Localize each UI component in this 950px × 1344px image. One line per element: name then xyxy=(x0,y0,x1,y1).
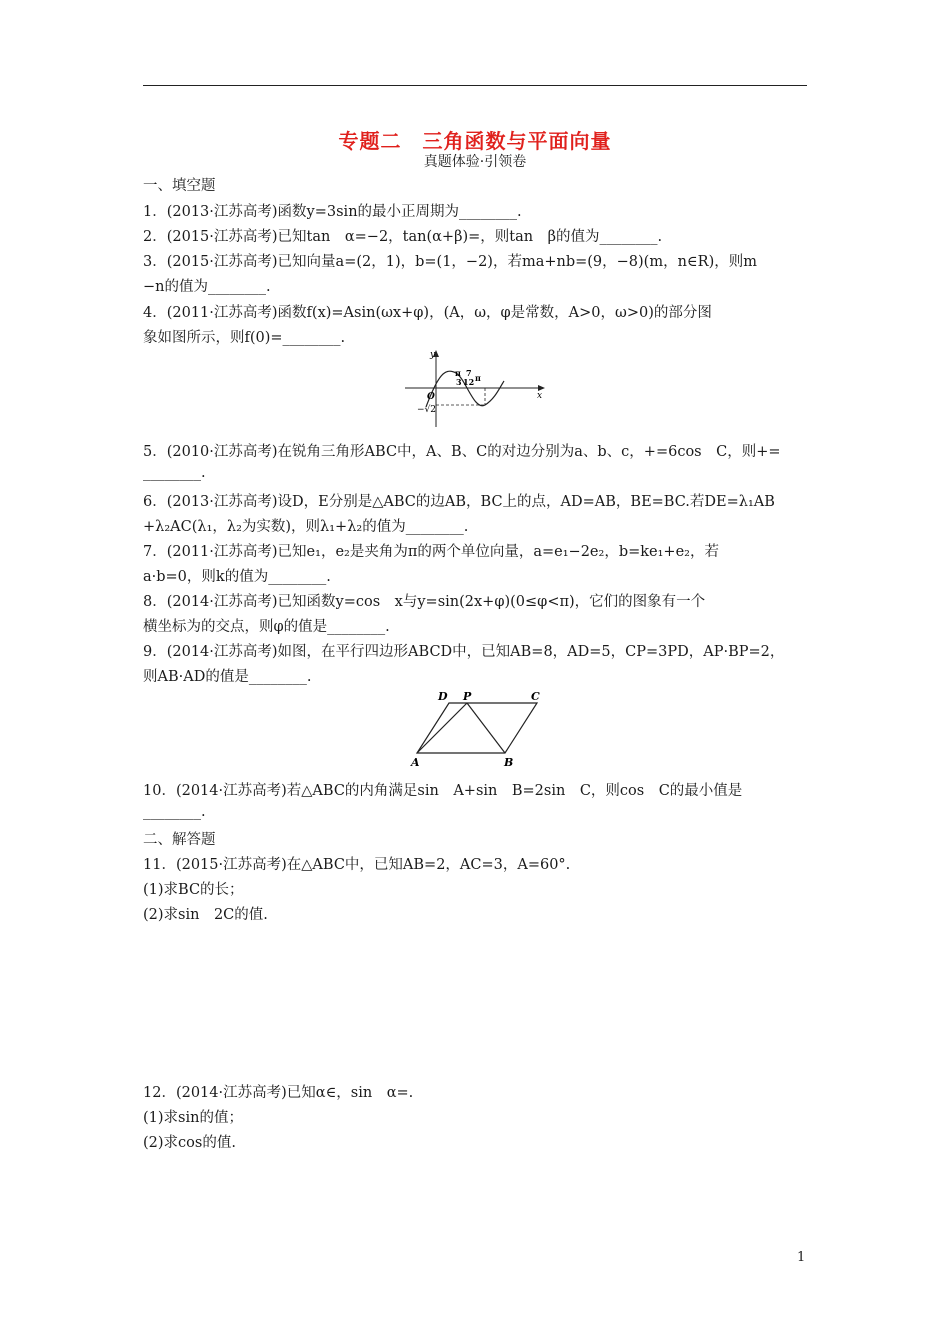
question-line: 5．(2010·江苏高考)在锐角三角形ABC中，A、B、C的对边分别为a、b、c，+=6cos C，则+= xyxy=(143,444,781,460)
question-line: 2．(2015·江苏高考)已知tan α=−2，tan(α+β)=，则tan β的值为________. xyxy=(143,229,663,245)
fig9-label-B: B xyxy=(504,756,514,769)
question-11-line: 11．(2015·江苏高考)在△ABC中，已知AB=2，AC=3，A=60°. xyxy=(143,857,571,873)
question-12-part-1: (1)求sin的值； xyxy=(143,1110,243,1126)
fig4-y-label: y xyxy=(430,350,436,360)
fig4-origin-label: O xyxy=(427,392,435,402)
question-line: 横坐标为的交点，则φ的值是________. xyxy=(143,619,390,635)
question-line: 10．(2014·江苏高考)若△ABC的内角满足sin A+sin B=2sin C，则cos C的最小值是 xyxy=(143,783,743,799)
fig9-label-D: D xyxy=(438,690,448,703)
question-line: +λ₂AC(λ₁，λ₂为实数)，则λ₁+λ₂的值为________. xyxy=(143,519,469,535)
fig4-pi-over-3-num: π xyxy=(455,368,461,378)
question-11-part-1: (1)求BC的长； xyxy=(143,882,244,898)
question-line: ________. xyxy=(143,465,206,481)
fig9-label-A: A xyxy=(411,756,420,769)
question-line: 象如图所示，则f(0)=________. xyxy=(143,330,346,346)
fig4-7-num: 7 xyxy=(466,368,472,378)
sine-graph-figure xyxy=(400,345,550,430)
fig4-pi-over-3-den: 3 xyxy=(456,377,462,387)
header-rule xyxy=(143,85,807,86)
question-line: ________. xyxy=(143,804,206,820)
parallelogram-figure xyxy=(405,685,555,773)
question-line: 6．(2013·江苏高考)设D，E分别是△ABC的边AB，BC上的点，AD=AB，BE=BC.若DE=λ₁AB xyxy=(143,494,775,510)
page-title: 专题二 三角函数与平面向量 xyxy=(338,129,612,153)
fig4-x-label: x xyxy=(537,391,543,401)
page-subtitle: 真题体验·引领卷 xyxy=(423,154,527,170)
question-line: 4．(2011·江苏高考)函数f(x)=Asin(ωx+φ)，(A，ω，φ是常数，A>0，ω>0)的部分图 xyxy=(143,305,712,321)
question-line: 7．(2011·江苏高考)已知e₁，e₂是夹角为π的两个单位向量，a=e₁−2e₂，b=ke₁+e₂，若 xyxy=(143,544,719,560)
question-12-part-2: (2)求cos的值. xyxy=(143,1135,236,1151)
fig9-label-C: C xyxy=(531,690,540,703)
question-line: 1．(2013·江苏高考)函数y=3sin的最小正周期为________. xyxy=(143,204,522,220)
question-11-part-2: (2)求sin 2C的值. xyxy=(143,907,268,923)
fig4-neg-sqrt2-label: −√2 xyxy=(417,405,437,415)
question-line: 3．(2015·江苏高考)已知向量a=(2，1)，b=(1，−2)，若ma+nb=(9，−8)(m，n∈R)，则m xyxy=(143,254,757,270)
section-heading-fill-blank: 一、填空题 xyxy=(143,178,216,194)
section-heading-solutions: 二、解答题 xyxy=(143,832,216,848)
question-line: 9．(2014·江苏高考)如图，在平行四边形ABCD中，已知AB=8，AD=5，CP=3PD，AP·BP=2， xyxy=(143,644,785,660)
question-line: −n的值为________. xyxy=(143,279,271,295)
fig4-12-den: 12 xyxy=(463,377,475,387)
question-line: 8．(2014·江苏高考)已知函数y=cos x与y=sin(2x+φ)(0≤φ<π)，它们的图象有一个 xyxy=(143,594,706,610)
question-line: a·b=0，则k的值为________. xyxy=(143,569,331,585)
fig4-pi-label: π xyxy=(475,373,481,383)
page-number: 1 xyxy=(797,1250,806,1265)
question-12-line: 12．(2014·江苏高考)已知α∈，sin α=. xyxy=(143,1085,414,1101)
question-line: 则AB·AD的值是________. xyxy=(143,669,312,685)
fig9-label-P: P xyxy=(463,690,472,703)
